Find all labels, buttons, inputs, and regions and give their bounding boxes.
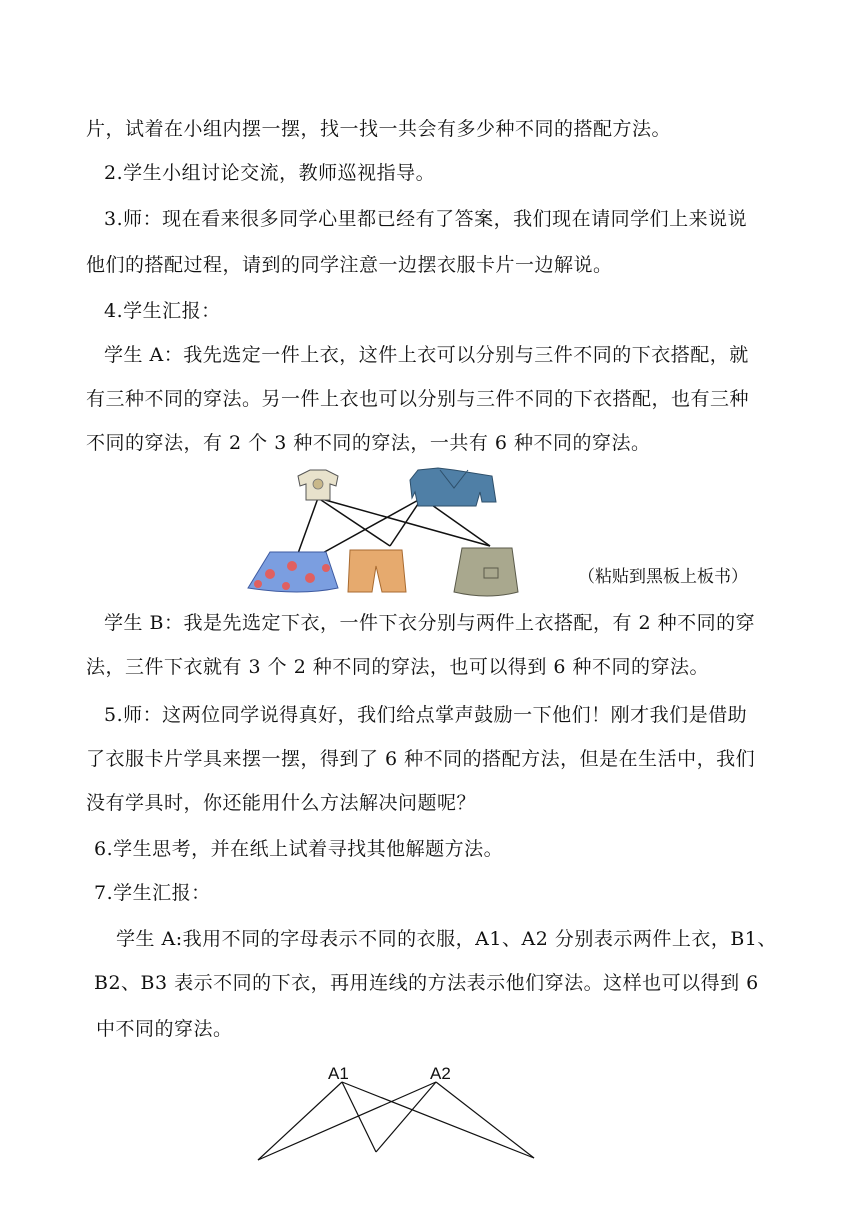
paragraph-line: 学生 A：我先选定一件上衣，这件上衣可以分别与三件不同的下衣搭配，就 xyxy=(104,344,749,366)
letter-matching-diagram xyxy=(250,1060,550,1170)
tree-label-a1: A1 xyxy=(328,1064,349,1083)
paragraph-line: 6.学生思考，并在纸上试着寻找其他解题方法。 xyxy=(94,838,504,860)
paragraph-line: 5.师：这两位同学说得真好，我们给点掌声鼓励一下他们！刚才我们是借助 xyxy=(104,704,748,726)
jacket-icon xyxy=(410,468,496,506)
paragraph-line: 有三种不同的穿法。另一件上衣也可以分别与三件不同的下衣搭配，也有三种 xyxy=(86,388,750,410)
paragraph-line: 学生 B：我是先选定下衣，一件下衣分别与两件上衣搭配，有 2 种不同的穿 xyxy=(104,612,756,634)
tree-lines xyxy=(258,1082,534,1160)
pocket-skirt-icon xyxy=(454,548,518,596)
paragraph-line: 7.学生汇报： xyxy=(94,882,211,904)
paragraph-line: 没有学具时，你还能用什么方法解决问题呢？ xyxy=(86,792,477,814)
paragraph-line: 4.学生汇报： xyxy=(104,300,221,322)
paragraph-line: 了衣服卡片学具来摆一摆，得到了 6 种不同的搭配方法，但是在生活中，我们 xyxy=(86,748,756,770)
paragraph-line: 学生 A:我用不同的字母表示不同的衣服，A1、A2 分别表示两件上衣，B1、 xyxy=(116,928,777,950)
paragraph-line: 法，三件下衣就有 3 个 2 种不同的穿法，也可以得到 6 种不同的穿法。 xyxy=(86,656,710,678)
paragraph-line: 他们的搭配过程，请到的同学注意一边摆衣服卡片一边解说。 xyxy=(86,254,613,276)
paragraph-line: 3.师：现在看来很多同学心里都已经有了答案，我们现在请同学们上来说说 xyxy=(104,208,748,230)
skirt-icon xyxy=(248,552,338,592)
figure-caption: （粘贴到黑板上板书） xyxy=(578,567,748,587)
tree-label-a2: A2 xyxy=(430,1064,451,1083)
paragraph-line: 2.学生小组讨论交流，教师巡视指导。 xyxy=(104,162,436,184)
paragraph-line: 不同的穿法，有 2 个 3 种不同的穿法，一共有 6 种不同的穿法。 xyxy=(86,432,651,454)
paragraph-line: 片，试着在小组内摆一摆，找一找一共会有多少种不同的搭配方法。 xyxy=(86,118,672,140)
paragraph-line: B2、B3 表示不同的下衣，再用连线的方法表示他们穿法。这样也可以得到 6 xyxy=(94,972,759,994)
shorts-icon xyxy=(348,550,406,592)
paragraph-line: 中不同的穿法。 xyxy=(96,1018,233,1040)
t-shirt-icon xyxy=(298,470,338,500)
